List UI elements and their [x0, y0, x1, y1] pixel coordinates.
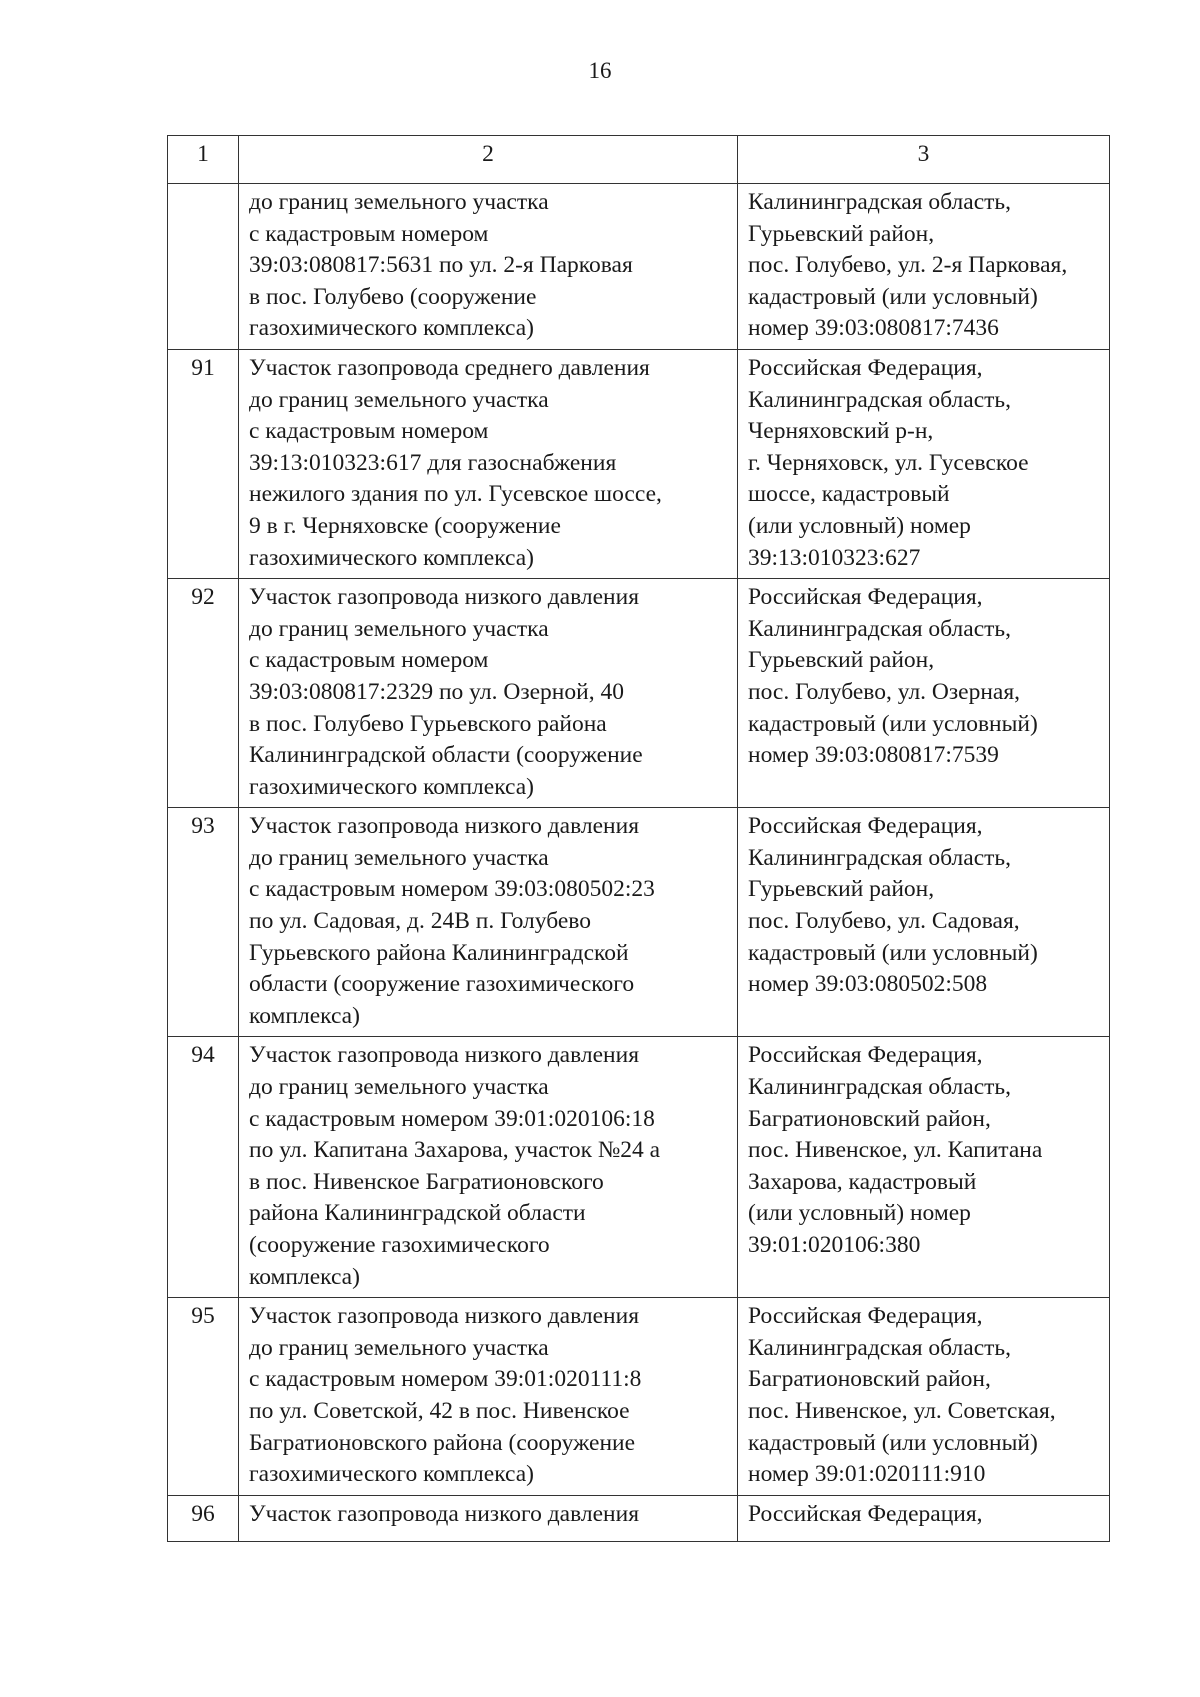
address-line: Калининградская область,	[748, 1074, 1011, 1101]
table-row	[168, 1037, 1110, 1298]
description-line: в пос. Голубево (сооружение	[249, 283, 537, 310]
table-header-row	[168, 136, 1110, 184]
address-line: Багратионовский район,	[748, 1105, 991, 1132]
address-line: 39:01:020106:380	[748, 1232, 921, 1258]
address-line: Калининградская область,	[748, 1334, 1011, 1361]
table-row	[168, 808, 1110, 1037]
header-cell-3: 3	[738, 136, 1110, 184]
description-line: (сооружение газохимического	[249, 1232, 550, 1258]
address-line: номер 39:03:080817:7436	[748, 315, 999, 342]
address-line: (или условный) номер	[748, 1200, 971, 1227]
address-line: пос. Голубево, ул. Садовая,	[748, 908, 1020, 935]
table-row	[168, 1495, 1110, 1541]
description-line: Участок газопровода низкого давления	[249, 584, 640, 611]
table-row	[168, 579, 1110, 808]
address-line: (или условный) номер	[748, 512, 971, 539]
row-number-cell: 94	[168, 1037, 239, 1298]
description-line: с кадастровым номером	[249, 418, 489, 445]
address-line: номер 39:01:020111:910	[748, 1461, 986, 1488]
description-line: комплекса)	[249, 1263, 360, 1290]
address-cell	[738, 579, 1110, 808]
address-line: Гурьевский район,	[748, 220, 935, 247]
description-line: с кадастровым номером 39:03:080502:23	[249, 876, 655, 903]
address-cell	[738, 349, 1110, 578]
description-line: с кадастровым номером 39:01:020111:8	[249, 1366, 642, 1393]
description-line: до границ земельного участка	[249, 189, 549, 215]
description-line: газохимического комплекса)	[249, 1461, 535, 1488]
address-cell	[738, 1298, 1110, 1496]
address-line: Калининградская область,	[748, 615, 1011, 642]
description-cell	[239, 349, 738, 578]
description-line: Участок газопровода среднего давления	[249, 354, 650, 381]
description-line: 39:03:080817:5631 по ул. 2-я Парковая	[249, 252, 633, 279]
address-line: Российская Федерация,	[748, 1500, 983, 1527]
description-line: с кадастровым номером 39:01:020106:18	[249, 1105, 655, 1132]
description-line: газохимического комплекса)	[249, 544, 535, 571]
header-cell-2: 2	[239, 136, 738, 184]
row-number-cell: 96	[168, 1495, 239, 1541]
address-line: кадастровый (или условный)	[748, 283, 1038, 310]
address-line: Калининградская область,	[748, 844, 1011, 871]
address-line: кадастровый (или условный)	[748, 1429, 1038, 1456]
description-cell	[239, 579, 738, 808]
row-number-cell: 92	[168, 579, 239, 808]
address-line: номер 39:03:080502:508	[748, 971, 988, 998]
address-line: кадастровый (или условный)	[748, 710, 1038, 737]
description-line: Багратионовского района (сооружение	[249, 1429, 636, 1456]
description-line: до границ земельного участка	[249, 615, 549, 642]
address-line: Российская Федерация,	[748, 813, 983, 840]
row-number-cell	[168, 184, 239, 350]
table-row	[168, 184, 1110, 350]
address-cell	[738, 808, 1110, 1037]
address-line: Российская Федерация,	[748, 354, 983, 381]
address-line: шоссе, кадастровый	[748, 481, 950, 508]
description-cell	[239, 808, 738, 1037]
description-line: нежилого здания по ул. Гусевское шоссе,	[249, 481, 662, 508]
description-cell	[239, 1298, 738, 1496]
row-number-cell: 95	[168, 1298, 239, 1496]
address-line: Российская Федерация,	[748, 1303, 983, 1330]
description-line: в пос. Нивенское Багратионовского	[249, 1168, 604, 1195]
description-line: 39:13:010323:617 для газоснабжения	[249, 449, 617, 476]
address-line: Российская Федерация,	[748, 584, 983, 611]
row-number-cell: 93	[168, 808, 239, 1037]
description-line: района Калининградской области	[249, 1200, 586, 1227]
description-line: области (сооружение газохимического	[249, 971, 635, 998]
description-line: по ул. Садовая, д. 24В п. Голубево	[249, 908, 591, 935]
description-line: до границ земельного участка	[249, 844, 549, 871]
description-line: Калининградской области (сооружение	[249, 742, 643, 769]
address-cell	[738, 1037, 1110, 1298]
address-line: Захарова, кадастровый	[748, 1168, 977, 1195]
address-cell	[738, 1495, 1110, 1541]
description-line: комплекса)	[249, 1002, 360, 1029]
description-line: по ул. Советской, 42 в пос. Нивенское	[249, 1397, 630, 1424]
description-line: до границ земельного участка	[249, 1074, 549, 1101]
description-line: Гурьевского района Калининградской	[249, 939, 629, 966]
page-number: 16	[588, 58, 612, 83]
description-cell	[239, 184, 738, 350]
address-cell	[738, 184, 1110, 350]
table-row	[168, 1298, 1110, 1496]
address-line: пос. Нивенское, ул. Советская,	[748, 1397, 1056, 1424]
address-line: г. Черняховск, ул. Гусевское	[748, 449, 1029, 476]
description-line: Участок газопровода низкого давления	[249, 1042, 640, 1069]
description-line: в пос. Голубево Гурьевского района	[249, 710, 607, 737]
description-cell	[239, 1495, 738, 1541]
description-line: Участок газопровода низкого давления	[249, 813, 640, 840]
row-number-cell: 91	[168, 349, 239, 578]
property-table	[167, 135, 1110, 1542]
address-line: 39:13:010323:627	[748, 544, 921, 571]
description-line: газохимического комплекса)	[249, 315, 535, 342]
description-line: с кадастровым номером	[249, 220, 489, 247]
description-cell	[239, 1037, 738, 1298]
address-line: номер 39:03:080817:7539	[748, 742, 999, 769]
description-line: Участок газопровода низкого давления	[249, 1303, 640, 1330]
description-line: 39:03:080817:2329 по ул. Озерной, 40	[249, 678, 624, 705]
table-row	[168, 349, 1110, 578]
address-line: Гурьевский район,	[748, 876, 935, 903]
description-line: до границ земельного участка	[249, 1334, 549, 1361]
address-line: Багратионовский район,	[748, 1366, 991, 1393]
address-line: Гурьевский район,	[748, 647, 935, 674]
address-line: кадастровый (или условный)	[748, 939, 1038, 966]
address-line: Калининградская область,	[748, 189, 1011, 215]
description-line: с кадастровым номером	[249, 647, 489, 674]
address-line: Черняховский р-н,	[748, 418, 934, 445]
description-line: газохимического комплекса)	[249, 773, 535, 800]
address-line: пос. Голубево, ул. 2-я Парковая,	[748, 252, 1068, 279]
address-line: Российская Федерация,	[748, 1042, 983, 1069]
description-line: по ул. Капитана Захарова, участок №24 а	[249, 1137, 661, 1164]
address-line: пос. Голубево, ул. Озерная,	[748, 678, 1021, 705]
address-line: Калининградская область,	[748, 386, 1011, 413]
description-line: до границ земельного участка	[249, 386, 549, 413]
description-line: 9 в г. Черняховске (сооружение	[249, 512, 561, 539]
description-line: Участок газопровода низкого давления	[249, 1500, 640, 1527]
header-cell-1: 1	[168, 136, 239, 184]
address-line: пос. Нивенское, ул. Капитана	[748, 1137, 1043, 1164]
